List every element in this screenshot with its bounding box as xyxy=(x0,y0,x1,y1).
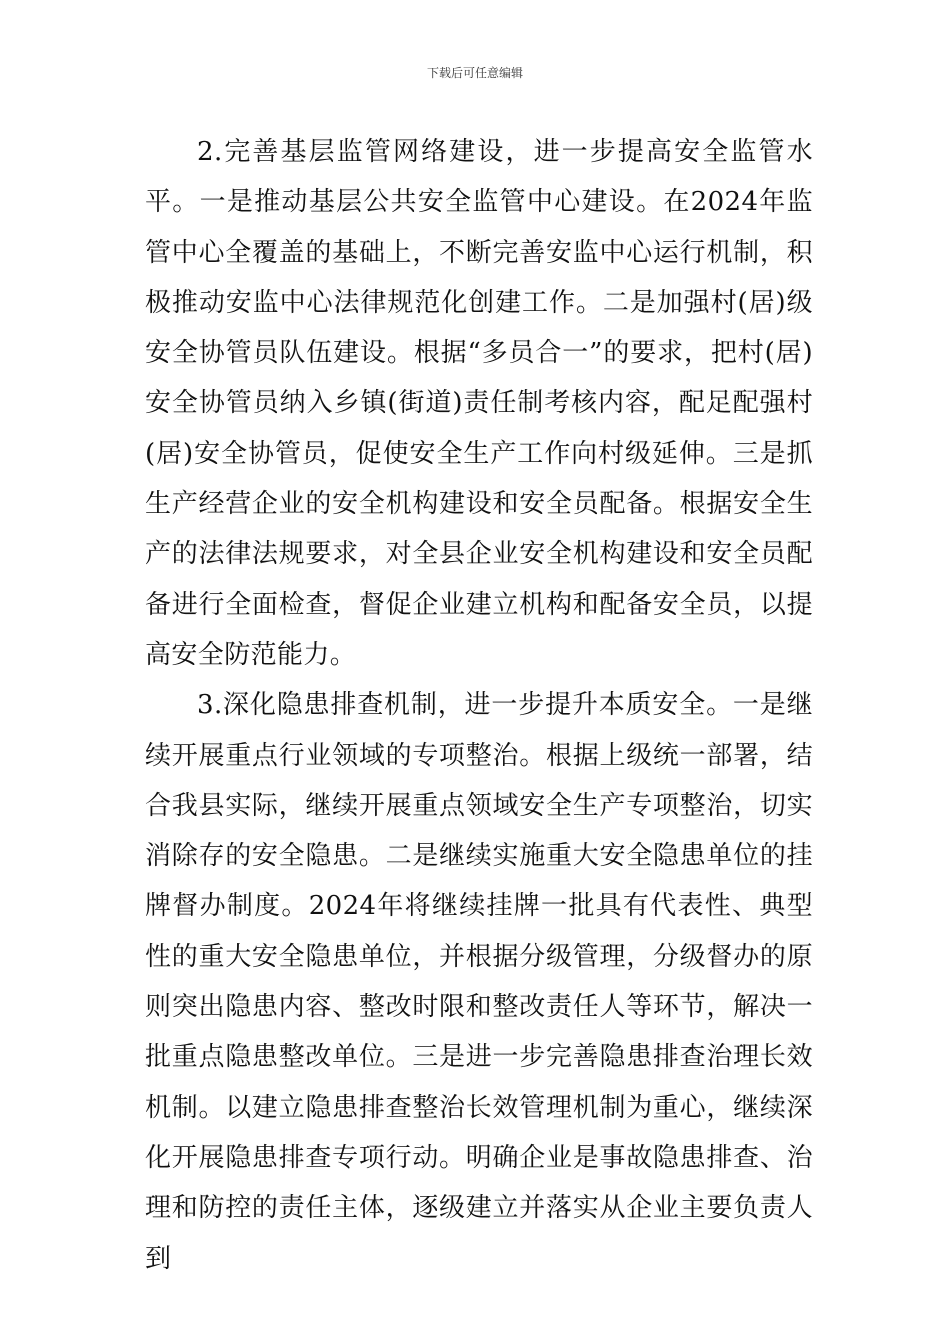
paragraph-section-3: 3.深化隐患排查机制，进一步提升本质安全。一是继续开展重点行业领域的专项整治。根据上级统一部署，结合我县实际，继续开展重点领域安全生产专项整治，切实消除存的安全隐患。二是继续实施重大安全隐患单位的挂牌督办制度。2024年将继续挂牌一批具有代表性、典型性的重大安全隐患单位，并根据分级管理，分级督办的原则突出隐患内容、整改时限和整改责任人等环节，解决一批重点隐患整改单位。三是进一步完善隐患排查治理长效机制。以建立隐患排查整治长效管理机制为重心，继续深化开展隐患排查专项行动。明确企业是事故隐患排查、治理和防控的责任主体，逐级建立并落实从企业主要负责人到 xyxy=(145,690,813,1274)
paragraph-section-2: 2.完善基层监管网络建设，进一步提高安全监管水平。一是推动基层公共安全监管中心建设。在2024年监管中心全覆盖的基础上，不断完善安监中心运行机制，积极推动安监中心法律规范化创建工作。二是加强村(居)级安全协管员队伍建设。根据“多员合一”的要求，把村(居)安全协管员纳入乡镇(街道)责任制考核内容，配足配强村(居)安全协管员，促使安全生产工作向村级延伸。三是抓生产经营企业的安全机构建设和安全员配备。根据安全生产的法律法规要求，对全县企业安全机构建设和安全员配备进行全面检查，督促企业建立机构和配备安全员，以提高安全防范能力。 xyxy=(145,137,813,670)
page-header-note: 下载后可任意编辑 xyxy=(426,66,523,80)
document-body xyxy=(145,127,813,1284)
